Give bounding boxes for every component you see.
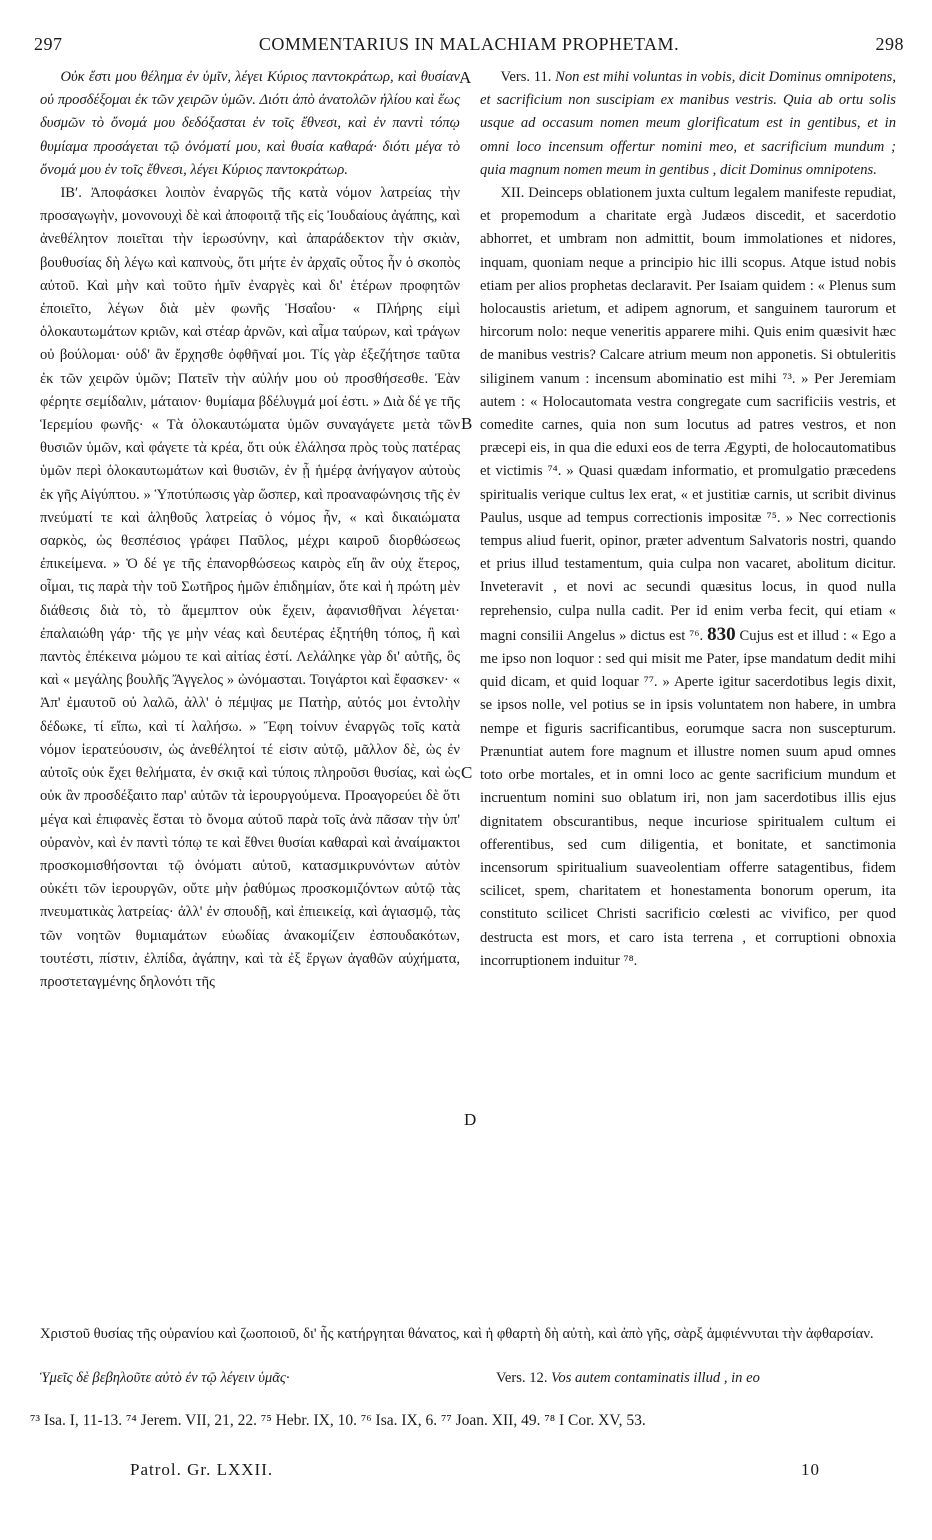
footnotes-text: ⁷³ Isa. I, 11-13. ⁷⁴ Jerem. VII, 21, 22. ⁷⁵ Hebr. IX, 10. ⁷⁶ Isa. IX, 6. ⁷⁷ Joan. XII, 49. ⁷⁸ I Cor. XV, 53.	[30, 1412, 646, 1429]
next-verse-latin	[496, 1370, 904, 1387]
margin-marker-d: D	[464, 1110, 477, 1129]
greek-commentary: ΙΒʹ. Ἀποφάσκει λοιπὸν ἐναργῶς τῆς κατὰ νόμον λατρείας τὴν προσαγωγὴν, μονονουχὶ δὲ καὶ ἀποφοιτᾷ τῆς εἰς Ἰουδαίους ἀγάπης, καὶ ἀνεθέλητον ποιεῖται τὴν ἱερωσύνην, καὶ ἀπαράδεκτον τὴν σκιὰν, βουθυσίας δὴ λέγω καὶ καπνοὺς, ὅτι μήτε ἐν ἀρχαῖς οὗτος ἦν ὁ σκοπὸς αὐτοῦ. Καὶ μὴν καὶ τοῦτο ἡμῖν ἐναργὲς καὶ δι' ἑτέρων προφητῶν ἐποιεῖτο, λέγων διὰ μὲν φωνῆς Ἡσαΐου· « Πλήρης εἰμὶ ὁλοκαυτωμάτων κριῶν, καὶ στέαρ ἀρνῶν, καὶ αἷμα ταύρων, καὶ τράγων οὐ βούλομαι· οὐδ' ἂν ἔρχησθε ὀφθῆναί μοι. Τίς γὰρ ἐξεζήτησε ταῦτα ἐκ τῶν χειρῶν ὑμῶν; Πατεῖν τὴν αὐλήν μου οὐ προσθήσεσθε. Ἐὰν φέρητε σεμίδαλιν, μάταιον· θυμίαμα βδέλυγμά μοί ἐστι. » Διὰ δέ γε τῆς Ἱερεμίου φωνῆς· « Τὰ ὁλοκαυτώματα ὑμῶν συναγάγετε μετὰ τῶν θυσιῶν ὑμῶν, καὶ φάγετε τὰ κρέα, ὅτι οὐκ ἐλάλησα πρὸς τοὺς πατέρας ὑμῶν περὶ ὁλοκαυτωμάτων καὶ θυσιῶν, ἐν ᾗ ἡμέρᾳ ἀνήγαγον αὐτοὺς ἐκ γῆς Αἰγύπτου. » Ὑποτύπωσις γὰρ ὥσπερ, καὶ προαναφώνησις τῆς ἐν πνεύματί τε καὶ ἀληθοῦς λατρείας ὁ νόμος ἦν, « καὶ δικαιώματα σαρκὸς, ὡς θεσπέσιος γράφει Παῦλος, μέχρι καιροῦ διορθώσεως ἐπικείμενα. » Ὁ δέ γε τῆς ἐπανορθώσεως καιρὸς εἴη ἂν οὐχ ἕτερος, οἶμαι, τις παρὰ τὴν τοῦ Σωτῆρος ἡμῶν ἐπιδημίαν, ὅτε καὶ ἡ πρώτη μὲν διάθεσις διὰ τὸ, τὸ ἄμεμπτον οὐκ ἔχειν, ἀφανισθῆναι λέγεται· ἐπαλαιώθη γάρ· τῆς γε μὴν νέας καὶ δευτέρας ἐξητήθη τόπος, ἢ καὶ παντὸς ἐπέκεινα μώμου τε καὶ αἰτίας ἐστί. Λελάληκε γὰρ δι' αὐτῆς, ὃς καὶ « μεγάλης βουλῆς Ἄγγελος » ὠνόμασται. Τοιγάρτοι καὶ ἔφασκεν· « Ἀπ' ἐμαυτοῦ οὐ λαλῶ, ἀλλ' ὁ πέμψας με Πατὴρ, αὐτός μοι ἐντολὴν δέδωκε, τί εἴπω, καὶ τί λαλήσω. » Ἔφη τοίνυν ἐναργῶς τοῖς κατὰ νόμον ἱερατεύουσιν, ὡς ἀνεθέλητοί τέ εἰσιν αὐτῷ, μᾶλλον δὲ, ὡς ἐν αὐτοῖς οὐκ ἔχει θελήματα, ἐν σκιᾷ καὶ τύποις πληροῦσι θυσίας, καὶ ὡς οὐκ ἂν προσδέξαιτο παρ' αὐτῶν τὰ ἱερουργούμενα. Προαγορεύει δὲ ὅτι μέγα καὶ ἐπιφανὲς ἔσται τὸ ὄνομα αὐτοῦ παρὰ τοῖς ἀνὰ πᾶσαν τὴν ὑπ' οὐρανὸν, καὶ ἐν παντὶ τόπῳ τε καὶ ἔθνει θυσίαι καθαραὶ καὶ ἀναίμακτοι προσκομισθήσονται τῷ ὀνόματι αὐτοῦ, κατασμικρυνόντων αὐτὸν οὐκέτι τῶν ἱερουργῶν, οὔτε μὴν ῥαθύμως προσκομιζόντων αὐτῷ τὰς πνευματικὰς λατρείας· ἀλλ' ἐν σπουδῇ, καὶ ἐπιεικείᾳ, καὶ ἁγιασμῷ, τὰς τῶν νοητῶν θυμιαμάτων εὐωδίας ἀνακομίζειν ἐσπουδακότων, τουτέστι, πίστιν, ἐλπίδα, ἀγάπην, καὶ τὰ ἐξ ἔργων ἀγαθῶν αὐχήματα, προστεταγμένης δηλονότι τῆς	[40, 185, 460, 990]
latin-commentary-part1: XII. Deinceps oblationem juxta cultum legalem manifeste repudiat, et propemodum a charitate ergà Judæos discedit, et sacerdotio abhorret, et umbram non admittit, boum immolationes et nidores, inquam, quoniam neque a principio hic illi scopus. Atque istud nobis etiam per alios prophetas declaravit. Per Isaiam quidem : « Plenus sum holocaustis arietum, et adipem agnorum, et sanguinem taurorum et hircorum nolo: neque veneritis apparere mihi. Quis enim quæsivit hæc de manibus vestris? Calcare atrium meum non apponetis. Si obtuleritis siliginem vanum : incensum abominatio est mihi ⁷³. » Per Jeremiam autem : « Holocautomata vestra congregate cum sacrificiis vestris, et comedite carnes, quia non sum locutus ad patres vestros, et non præcepi eis, in qua die eduxi eos de terra Ægypti, de holocautomatibus et victimis ⁷⁴. » Quasi quædam informatio, et promulgatio præcedens spiritualis verique cultus lex erat, « et justitiæ carnis, ut scribit divinus Paulus, usque ad tempus correctionis impositæ ⁷⁵. » Nec correctionis tempus aliud fuerit, opinor, præter adventum Salvatoris nostri, quando et prius illud testamentum, quia culpa non vacaret, abolitum dicitur. Inveteravit , et novi ac secundi quæsitus locus, in quod nulla reprehensio, culpa nulla cadit. Per id enim verba fecit, qui etiam « magni consilii Angelus » dictus est ⁷⁶.	[480, 185, 896, 644]
next-verse-greek: Ὑμεῖς δὲ βεβηλοῦτε αὐτὸ ἐν τῷ λέγειν ὑμᾶς·	[40, 1370, 290, 1386]
greek-verse: Οὐκ ἔστι μου θέλημα ἐν ὑμῖν, λέγει Κύριος παντοκράτωρ, καὶ θυσίαν οὐ προσδέξομαι ἐκ τῶν χειρῶν ὑμῶν. Διότι ἀπὸ ἀνατολῶν ἡλίου καὶ ἕως δυσμῶν τὸ ὄνομά μου δεδόξασται ἐν τοῖς ἔθνεσι, καὶ ἐν παντὶ τόπῳ θυμίαμα προσάγεται τῷ ὀνόματί μου, καὶ θυσία καθαρά· διότι μέγα τὸ ὄνομά μου ἐν τοῖς ἔθνεσι, λέγει Κύριος παντοκράτωρ.	[40, 69, 460, 178]
margin-marker-b: B	[461, 414, 473, 433]
page-number-right: 298	[875, 34, 904, 54]
latin-verse-label: Vers. 11.	[500, 69, 552, 85]
latin-column	[480, 66, 896, 973]
full-width-greek-text: Χριστοῦ θυσίας τῆς οὐρανίου καὶ ζωοποιοῦ, δι' ἧς κατήργηται θάνατος, καὶ ἡ φθαρτὴ δὴ αὐτὴ, καὶ ἀπὸ γῆς, σὰρξ ἀμφιέννυται τὴν ἀφθαρσίαν.	[40, 1326, 874, 1342]
greek-column	[40, 66, 460, 994]
next-verse-latin-label: Vers. 12.	[496, 1370, 548, 1386]
page-header	[34, 34, 904, 58]
margin-marker-c: C	[461, 763, 473, 782]
page-footer	[130, 1460, 820, 1484]
latin-verse-text: Non est mihi voluntas in vobis, dicit Dominus omnipotens, et sacrificium non suscipiam ex manibus vestris. Quia ab ortu solis usque ad occasum nomen meum glorificatum est in gentibus, et in omni loco incensum offertur nomini meo, et sacrificium mundum ; quia magnum nomen meum in gentibus , dicit Dominus omnipotens.	[480, 69, 896, 178]
footnotes	[30, 1410, 906, 1432]
margin-marker-a: A	[459, 68, 472, 87]
running-title: COMMENTARIUS IN MALACHIAM PROPHETAM.	[258, 34, 680, 54]
latin-commentary-part2: Cujus est et illud : « Ego a me ipso non loquor : sed qui misit me Pater, ipse mandatum dedit mihi quid dicam, et quid loquar ⁷⁷. » Aperte igitur sacerdotibus legis dixit, se ipsos nolle, vel potius se in ipsis voluntatem non habere, in umbra nempe et figuris sacrificantibus, eorumque sacra non suscepturum. Prænuntiat autem fore magnum et illustre nomen suum apud omnes toto orbe mortales, et in omni loco ac gente sacrificium mundum et incruentum nomini suo oblatum iri, non jam sacerdotibus illis ejus dignitatem obscurantibus, neque incuriose spiritualem cultum ei offerentibus, sed cum diligentia, et bonitate, et sanctimonia incensorum spiritualium suaveolentiam offerre satagentibus, fidem scilicet, spem, charitatem et honestamenta bonorum operum, ita constituto scilicet Christi sacrificio cœlesti ac vivifico, per quod destructa est mors, et caro ista terrena , et corruptioni obnoxia incorruptionem induitur ⁷⁸.	[480, 627, 896, 969]
latin-verse	[480, 66, 896, 182]
next-verse-latin-text: Vos autem contaminatis illud , in eo	[551, 1370, 760, 1386]
latin-commentary	[480, 182, 896, 973]
column-number: 830	[707, 623, 736, 645]
full-width-greek	[40, 1323, 904, 1346]
footer-signature: Patrol. Gr. LXXII.	[130, 1460, 274, 1479]
page-number-left: 297	[34, 34, 63, 54]
footer-sheet-number: 10	[801, 1460, 820, 1479]
